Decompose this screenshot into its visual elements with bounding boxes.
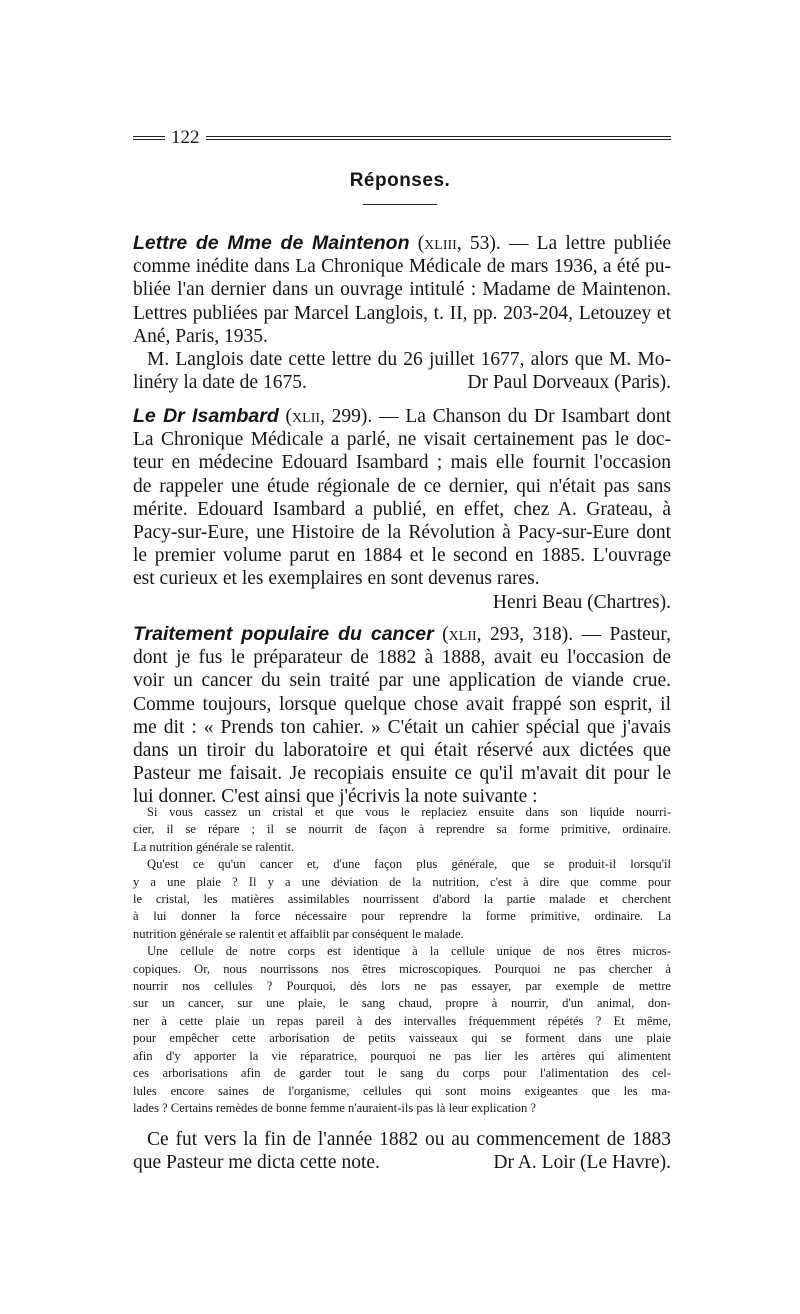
paragraph-line: voir un cancer du sein traité par une application de viande crue.	[133, 670, 671, 692]
section-ref: (xliii, 53).	[417, 233, 501, 254]
paragraph-line: Ce fut vers la fin de l'année 1882 ou au commencement de 1883	[147, 1129, 671, 1150]
quote-line: lules encore saines de l'organisme, cellules qui sont moins exigeantes que les ma-	[133, 1083, 671, 1098]
page-number: 122	[171, 127, 200, 148]
paragraph-line: comme inédite dans La Chronique Médicale de mars 1936, a été pu-	[133, 256, 671, 278]
paragraph-line: La Chronique Médicale a parlé, ne visait certainement pas le doc-	[133, 429, 671, 451]
paragraph-line: dont je fus le préparateur de 1882 à 1888, avait eu l'occasion de	[133, 647, 671, 669]
closing-paragraph	[133, 1128, 671, 1174]
paragraph-line: que Pasteur me dicta cette note.	[133, 1152, 380, 1174]
paragraph-line: M. Langlois date cette lettre du 26 juillet 1677, alors que M. Mo-	[147, 349, 671, 371]
quote-line: Qu'est ce qu'un cancer et, d'une façon plus générale, que se produit-il lorsqu'il	[147, 857, 671, 872]
quote-line: Si vous cassez un cristal et que vous le replaciez ensuite dans son liquide nourri-	[147, 805, 671, 819]
quote-line: nourrir nos cellules ? Pourquoi, dès lors ne pas essayer, par exemple de mettre	[133, 979, 671, 994]
signature: Dr Paul Dorveaux (Paris).	[467, 372, 671, 394]
paragraph-line: Pasteur me faisait. Je recopiais ensuite ce qu'il m'avait dit pour le	[133, 763, 671, 785]
quote-line: le cristal, les matières assimilables nourrissent d'abord la partie malade et cherchent	[133, 892, 671, 907]
paragraph-line: Pacy-sur-Eure, une Histoire de la Révolution à Pacy-sur-Eure dont	[133, 522, 671, 544]
quote-line: afin d'y apporter la vie réparatrice, pourquoi ne pas lier les artères qui alimentent	[133, 1048, 671, 1063]
paragraph-line: de rappeler une étude régionale de ce dernier, qui n'était pas sans	[133, 475, 671, 497]
quote-line: sur un cancer, sur une plaie, le sang chaud, propre à nourrir, d'un animal, don-	[133, 996, 671, 1011]
quote-line: Une cellule de notre corps est identique à la cellule unique de nos êtres micros-	[147, 944, 671, 959]
quote-line: y a une plaie ? Il y a une déviation de la nutrition, c'est à dire que comme pour	[133, 874, 671, 889]
paragraph-line: Comme toujours, lorsque quelque chose avait frappé son esprit, il	[133, 693, 671, 715]
paragraph-line: linéry la date de 1675.	[133, 372, 307, 394]
section-heading: Lettre de Mme de Maintenon	[133, 232, 410, 254]
paragraph-line: est curieux et les exemplaires en sont devenus rares.	[133, 568, 540, 590]
section-isambard	[133, 405, 671, 614]
quote-line: ces arborisations afin de garder tout le sang du corps pour l'alimentation des cel-	[133, 1066, 671, 1081]
header-rule-left	[133, 136, 165, 140]
quote-line: lades ? Certains remèdes de bonne femme n'auraient-ils pas là leur explication ?	[133, 1100, 537, 1115]
header-rule-right	[206, 136, 671, 140]
running-header	[133, 128, 671, 148]
section-heading: Le Dr Isambard	[133, 405, 279, 427]
paragraph-line: dans un tiroir du laboratoire et qui était réservé aux dictées que	[133, 740, 671, 762]
paragraph-line: Ané, Paris, 1935.	[133, 325, 268, 347]
paragraph-line: — Pasteur,	[581, 624, 672, 645]
quote-line: pour empêcher cette arborisation de petits vaisseaux qui se forment dans une plaie	[133, 1031, 671, 1046]
paragraph-line: le premier volume parut en 1884 et le second en 1885. L'ouvrage	[133, 545, 671, 567]
quote-line: ner à cette plaie un repas pareil à des intervalles fréquemment répétés ? Et même,	[133, 1013, 671, 1028]
paragraph-line: bliée l'an dernier dans un ouvrage intitulé : Madame de Maintenon.	[133, 279, 671, 301]
section-ref: (xlii, 293, 318).	[442, 624, 574, 645]
signature: Dr A. Loir (Le Havre).	[493, 1152, 671, 1174]
section-maintenon	[133, 232, 671, 394]
paragraph-line: mérite. Edouard Isambard a publié, en effet, chez A. Grateau, à	[133, 498, 671, 520]
quote-line: à lui donner la force nécessaire pour reprendre la forme primitive, ordinaire. La	[133, 909, 671, 924]
quote-line: copiques. Or, nous nourrissons nos êtres microscopiques. Pourquoi ne pas chercher à	[133, 961, 671, 976]
signature: Henri Beau (Chartres).	[492, 591, 671, 613]
quoted-note	[133, 804, 671, 1117]
paragraph-line: lui donner. C'est ainsi que j'écrivis la note suivante :	[133, 786, 538, 808]
quote-line: La nutrition générale se ralentit.	[133, 839, 295, 854]
paragraph-line: — La lettre publiée	[508, 233, 672, 254]
quote-line: cier, il se répare ; il se nourrit de façon à reprendre sa forme primitive, ordinaire.	[133, 822, 671, 837]
paragraph-line: Lettres publiées par Marcel Langlois, t. II, pp. 203-204, Letouzey et	[133, 302, 671, 324]
paragraph-line: me dit : « Prends ton cahier. » C'était un cahier spécial que j'avais	[133, 716, 671, 738]
section-heading: Traitement populaire du cancer	[133, 623, 434, 645]
page-title: Réponses.	[349, 170, 451, 191]
quote-line: nutrition générale se ralentit et affaiblit par conséquent le malade.	[133, 926, 464, 941]
section-ref: (xlii, 299).	[285, 406, 373, 427]
paragraph-line: — La Chanson du Dr Isambart dont	[379, 406, 671, 427]
section-cancer	[133, 623, 671, 809]
paragraph-line: teur en médecine Edouard Isambard ; mais elle fournit l'occasion	[133, 452, 671, 474]
title-divider	[363, 204, 437, 205]
